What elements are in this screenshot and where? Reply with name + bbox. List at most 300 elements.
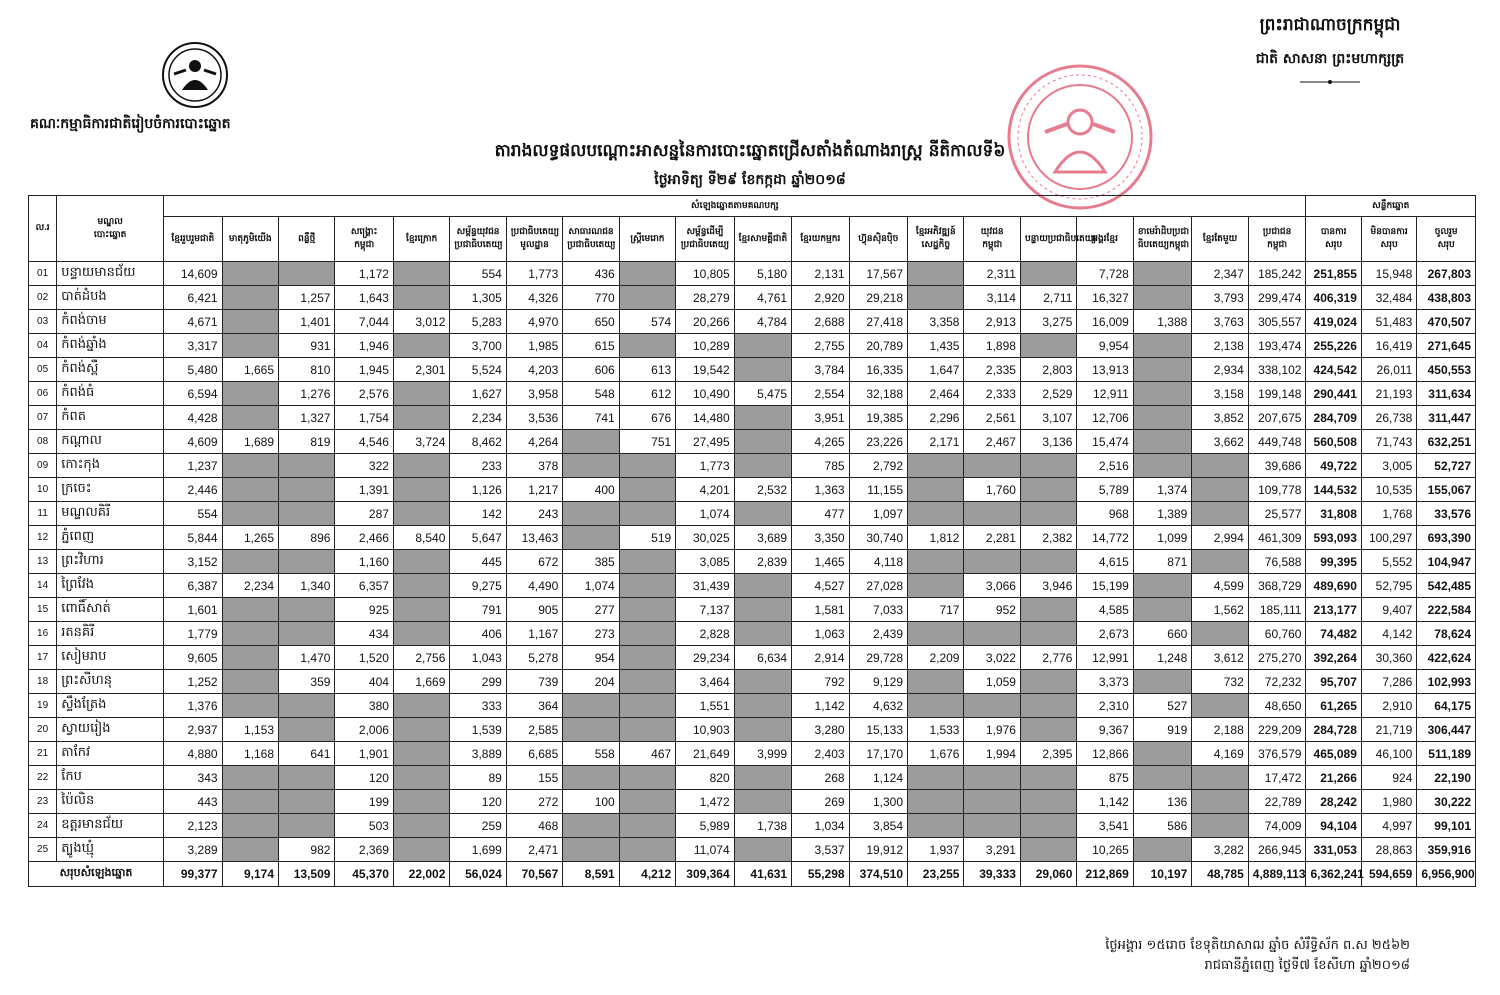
valid-ballots-cell: 290,441: [1306, 382, 1361, 406]
vote-cell: 12,706: [1077, 406, 1133, 430]
vote-cell: 612: [619, 382, 675, 406]
vote-cell: 3,464: [676, 670, 734, 694]
vote-cell: 2,234: [222, 574, 278, 598]
invalid-ballots-cell: 51,483: [1361, 310, 1416, 334]
vote-cell: 2,131: [792, 262, 849, 286]
empty-cell: [1192, 694, 1248, 718]
empty-cell: [734, 766, 791, 790]
empty-cell: [279, 622, 335, 646]
total-ballots-cell: 99,101: [1417, 814, 1476, 838]
empty-cell: [1192, 622, 1248, 646]
vote-cell: 2,123: [164, 814, 222, 838]
vote-cell: 27,028: [849, 574, 907, 598]
invalid-ballots-cell: 924: [1361, 766, 1416, 790]
vote-cell: 660: [1133, 622, 1191, 646]
empty-cell: [734, 694, 791, 718]
invalid-ballots-cell: 28,863: [1361, 838, 1416, 862]
empty-cell: [964, 454, 1020, 478]
empty-cell: [1133, 358, 1191, 382]
vote-cell: 15,474: [1077, 430, 1133, 454]
vote-cell: 17,472: [1248, 766, 1306, 790]
row-number: 10: [29, 478, 57, 502]
total-vote-cell: 55,298: [792, 862, 849, 887]
vote-cell: 1,142: [792, 694, 849, 718]
vote-cell: 2,839: [734, 550, 791, 574]
total-ballots-cell: 311,447: [1417, 406, 1476, 430]
vote-cell: 11,155: [849, 478, 907, 502]
vote-cell: 3,085: [676, 550, 734, 574]
vote-cell: 5,283: [450, 310, 506, 334]
footer-place-date: រាជធានីភ្នំពេញ ថ្ងៃទី៧ ខែសីហា ឆ្នាំ២០១៨: [1204, 958, 1410, 973]
vote-cell: 1,945: [335, 358, 393, 382]
empty-cell: [222, 622, 278, 646]
vote-cell: 4,118: [849, 550, 907, 574]
vote-cell: 89: [450, 766, 506, 790]
empty-cell: [1020, 670, 1076, 694]
vote-cell: 2,369: [335, 838, 393, 862]
vote-cell: 2,756: [393, 646, 449, 670]
table-row: [29, 526, 1476, 550]
empty-cell: [908, 766, 964, 790]
province-name: កណ្ដាល: [57, 430, 164, 454]
vote-cell: 586: [1133, 814, 1191, 838]
party-header-line2: មូលដ្ឋាន: [520, 239, 549, 249]
vote-cell: 1,217: [506, 478, 562, 502]
party-header-line1: សម្ព័ន្ធដើម្បី: [686, 226, 724, 236]
party-header-line2: ធិបតេយ្យកម្ពុជា: [1137, 239, 1190, 249]
empty-cell: [279, 454, 335, 478]
empty-cell: [734, 790, 791, 814]
empty-cell: [1133, 838, 1191, 862]
vote-cell: 10,490: [676, 382, 734, 406]
vote-cell: 39,686: [1248, 454, 1306, 478]
province-name: ភ្នំពេញ: [57, 526, 164, 550]
vote-cell: 741: [563, 406, 619, 430]
vote-cell: 378: [506, 454, 562, 478]
valid-ballots-cell: 144,532: [1306, 478, 1361, 502]
empty-cell: [393, 838, 449, 862]
total-ballots-cell: 222,584: [1417, 598, 1476, 622]
vote-cell: 2,776: [1020, 646, 1076, 670]
empty-cell: [563, 430, 619, 454]
total-vote-cell: 70,567: [506, 862, 562, 887]
empty-cell: [222, 550, 278, 574]
vote-cell: 2,466: [335, 526, 393, 550]
table-row: [29, 790, 1476, 814]
province-name: បាត់ដំបង: [57, 286, 164, 310]
vote-cell: 2,296: [908, 406, 964, 430]
ballot-header-line2: សរុប: [1380, 239, 1398, 249]
empty-cell: [734, 574, 791, 598]
invalid-ballots-cell: 15,948: [1361, 262, 1416, 286]
total-ballots-cell: 438,803: [1417, 286, 1476, 310]
empty-cell: [1020, 766, 1076, 790]
table-row: [29, 454, 1476, 478]
vote-cell: 3,136: [1020, 430, 1076, 454]
empty-cell: [619, 718, 675, 742]
valid-ballots-cell: 284,709: [1306, 406, 1361, 430]
vote-cell: 48,650: [1248, 694, 1306, 718]
vote-cell: 1,265: [222, 526, 278, 550]
empty-cell: [734, 406, 791, 430]
vote-cell: 519: [619, 526, 675, 550]
table-row: [29, 334, 1476, 358]
row-number: 13: [29, 550, 57, 574]
table-row: [29, 358, 1476, 382]
vote-cell: 2,994: [1192, 526, 1248, 550]
vote-cell: 6,421: [164, 286, 222, 310]
total-ballots-cell: 267,803: [1417, 262, 1476, 286]
party-header: [279, 217, 335, 262]
empty-cell: [222, 766, 278, 790]
vote-cell: 3,289: [164, 838, 222, 862]
vote-cell: 6,387: [164, 574, 222, 598]
vote-cell: 1,374: [1133, 478, 1191, 502]
col-province-line1: មណ្ឌល: [97, 215, 123, 226]
vote-cell: 1,059: [964, 670, 1020, 694]
vote-cell: 10,265: [1077, 838, 1133, 862]
vote-cell: 1,676: [908, 742, 964, 766]
vote-cell: 2,688: [792, 310, 849, 334]
empty-cell: [1020, 838, 1076, 862]
vote-cell: 2,516: [1077, 454, 1133, 478]
vote-cell: 16,009: [1077, 310, 1133, 334]
invalid-ballots-cell: 46,100: [1361, 742, 1416, 766]
vote-cell: 338,102: [1248, 358, 1306, 382]
vote-cell: 1,099: [1133, 526, 1191, 550]
vote-cell: 2,467: [964, 430, 1020, 454]
table-row: [29, 646, 1476, 670]
empty-cell: [393, 814, 449, 838]
ballot-header-line2: សរុប: [1325, 239, 1343, 249]
vote-cell: 1,689: [222, 430, 278, 454]
empty-cell: [619, 262, 675, 286]
vote-cell: 1,257: [279, 286, 335, 310]
empty-cell: [279, 598, 335, 622]
vote-cell: 4,615: [1077, 550, 1133, 574]
empty-cell: [563, 526, 619, 550]
row-number: 18: [29, 670, 57, 694]
table-row: [29, 742, 1476, 766]
table-row: [29, 262, 1476, 286]
vote-cell: 1,562: [1192, 598, 1248, 622]
vote-cell: 2,803: [1020, 358, 1076, 382]
empty-cell: [619, 838, 675, 862]
document-date: ថ្ងៃអាទិត្យ ទី២៩ ខែកក្កដា ឆ្នាំ២០១៨: [654, 172, 846, 188]
vote-cell: 739: [506, 670, 562, 694]
vote-cell: 28,279: [676, 286, 734, 310]
vote-cell: 641: [279, 742, 335, 766]
empty-cell: [908, 694, 964, 718]
empty-cell: [393, 742, 449, 766]
vote-cell: 3,291: [964, 838, 1020, 862]
party-header: [1248, 217, 1306, 262]
table-row: [29, 574, 1476, 598]
organization-name: គណៈកម្មាធិការជាតិរៀបចំការបោះឆ្នោត: [30, 116, 231, 132]
party-header: [734, 217, 791, 262]
vote-cell: 3,541: [1077, 814, 1133, 838]
invalid-ballots-cell: 4,142: [1361, 622, 1416, 646]
vote-cell: 436: [563, 262, 619, 286]
total-vote-cell: 4,212: [619, 862, 675, 887]
vote-cell: 305,557: [1248, 310, 1306, 334]
vote-cell: 2,188: [1192, 718, 1248, 742]
vote-cell: 434: [335, 622, 393, 646]
vote-cell: 6,594: [164, 382, 222, 406]
vote-cell: 1,754: [335, 406, 393, 430]
vote-cell: 785: [792, 454, 849, 478]
vote-cell: 16,327: [1077, 286, 1133, 310]
vote-cell: 359: [279, 670, 335, 694]
vote-cell: 2,347: [1192, 262, 1248, 286]
empty-cell: [964, 502, 1020, 526]
empty-cell: [393, 718, 449, 742]
vote-cell: 3,784: [792, 358, 849, 382]
empty-cell: [1133, 286, 1191, 310]
vote-cell: 2,585: [506, 718, 562, 742]
empty-cell: [393, 574, 449, 598]
total-vote-cell: 4,889,113: [1248, 862, 1306, 887]
official-seal-icon: [1005, 62, 1155, 212]
vote-cell: 76,588: [1248, 550, 1306, 574]
empty-cell: [734, 334, 791, 358]
empty-cell: [393, 286, 449, 310]
row-number: 19: [29, 694, 57, 718]
empty-cell: [279, 814, 335, 838]
party-header-line1: ខ្មែរយកម្មករ: [800, 232, 841, 243]
empty-cell: [393, 598, 449, 622]
total-ballots-cell: 422,624: [1417, 646, 1476, 670]
invalid-ballots-cell: 21,193: [1361, 382, 1416, 406]
province-name: កែប: [57, 766, 164, 790]
letterhead-right: [1200, 14, 1460, 89]
vote-cell: 14,609: [164, 262, 222, 286]
vote-cell: 1,901: [335, 742, 393, 766]
empty-cell: [222, 790, 278, 814]
empty-cell: [222, 478, 278, 502]
vote-cell: 1,520: [335, 646, 393, 670]
empty-cell: [393, 406, 449, 430]
total-valid-cell: 6,362,241: [1306, 862, 1361, 887]
vote-cell: 1,601: [164, 598, 222, 622]
vote-cell: 14,480: [676, 406, 734, 430]
vote-cell: 233: [450, 454, 506, 478]
vote-cell: 2,395: [1020, 742, 1076, 766]
vote-cell: 820: [676, 766, 734, 790]
row-number: 24: [29, 814, 57, 838]
party-header-line1: ខាមេរ៉ាដិបប្រជា: [1137, 226, 1190, 236]
empty-cell: [1020, 814, 1076, 838]
vote-cell: 2,209: [908, 646, 964, 670]
vote-cell: 2,171: [908, 430, 964, 454]
empty-cell: [393, 382, 449, 406]
vote-cell: 6,357: [335, 574, 393, 598]
invalid-ballots-cell: 32,484: [1361, 286, 1416, 310]
empty-cell: [964, 766, 1020, 790]
province-name: ពោធិ៍សាត់: [57, 598, 164, 622]
province-name: ប៉ៃលិន: [57, 790, 164, 814]
row-number: 05: [29, 358, 57, 382]
party-header: [164, 217, 222, 262]
empty-cell: [1192, 550, 1248, 574]
table-row: [29, 550, 1476, 574]
vote-cell: 477: [792, 502, 849, 526]
empty-cell: [619, 598, 675, 622]
table-row: [29, 622, 1476, 646]
party-header-line2: ប្រជាធិបតេយ្យ: [567, 239, 616, 249]
empty-cell: [908, 478, 964, 502]
vote-cell: 3,012: [393, 310, 449, 334]
total-vote-cell: 48,785: [1192, 862, 1248, 887]
invalid-ballots-cell: 4,997: [1361, 814, 1416, 838]
vote-cell: 368,729: [1248, 574, 1306, 598]
party-header-line1: ប្រជាជន: [1262, 226, 1292, 236]
empty-cell: [908, 622, 964, 646]
invalid-ballots-cell: 7,286: [1361, 670, 1416, 694]
vote-cell: 4,264: [506, 430, 562, 454]
party-header: [908, 217, 964, 262]
vote-cell: 22,789: [1248, 790, 1306, 814]
table-row: [29, 406, 1476, 430]
party-header-line1: ខ្មែរអភិវឌ្ឍន៍: [915, 226, 956, 236]
empty-cell: [1192, 814, 1248, 838]
empty-cell: [393, 550, 449, 574]
province-name: ត្បូងឃ្មុំ: [57, 838, 164, 862]
vote-cell: 3,612: [1192, 646, 1248, 670]
row-number: 21: [29, 742, 57, 766]
total-vote-cell: 374,510: [849, 862, 907, 887]
ballot-header: [1417, 217, 1476, 262]
empty-cell: [1133, 406, 1191, 430]
valid-ballots-cell: 213,177: [1306, 598, 1361, 622]
empty-cell: [734, 454, 791, 478]
party-header: [619, 217, 675, 262]
vote-cell: 1,391: [335, 478, 393, 502]
empty-cell: [563, 454, 619, 478]
empty-cell: [1020, 790, 1076, 814]
vote-cell: 1,388: [1133, 310, 1191, 334]
empty-cell: [619, 574, 675, 598]
party-header-line1: ខ្មែររួបរួមជាតិ: [171, 232, 215, 243]
empty-cell: [1133, 670, 1191, 694]
total-ballots-cell: 542,485: [1417, 574, 1476, 598]
party-header-line2: កម្ពុជា: [354, 239, 375, 249]
vote-cell: 1,153: [222, 718, 278, 742]
vote-cell: 1,539: [450, 718, 506, 742]
vote-cell: 1,168: [222, 742, 278, 766]
empty-cell: [1192, 454, 1248, 478]
party-header-line1: សាធារណជន: [568, 226, 614, 236]
party-header-line1: បន្ទាយប្រជាធិបតេយ្យ: [1024, 232, 1096, 243]
total-vote-cell: 13,509: [279, 862, 335, 887]
vote-cell: 1,760: [964, 478, 1020, 502]
valid-ballots-cell: 74,482: [1306, 622, 1361, 646]
vote-cell: 1,435: [908, 334, 964, 358]
invalid-ballots-cell: 26,738: [1361, 406, 1416, 430]
empty-cell: [908, 574, 964, 598]
row-number: 15: [29, 598, 57, 622]
vote-cell: 2,792: [849, 454, 907, 478]
empty-cell: [619, 478, 675, 502]
vote-cell: 4,527: [792, 574, 849, 598]
empty-cell: [222, 334, 278, 358]
vote-cell: 5,989: [676, 814, 734, 838]
vote-cell: 5,475: [734, 382, 791, 406]
vote-cell: 10,289: [676, 334, 734, 358]
vote-cell: 400: [563, 478, 619, 502]
invalid-ballots-cell: 5,552: [1361, 550, 1416, 574]
empty-cell: [734, 358, 791, 382]
vote-cell: 4,546: [335, 430, 393, 454]
party-header-line1: ខ្មែរសាមគ្គីជាតិ: [738, 232, 788, 243]
vote-cell: 5,278: [506, 646, 562, 670]
valid-ballots-cell: 424,542: [1306, 358, 1361, 382]
row-number: 22: [29, 766, 57, 790]
vote-cell: 30,025: [676, 526, 734, 550]
vote-cell: 3,536: [506, 406, 562, 430]
vote-cell: 1,074: [563, 574, 619, 598]
vote-cell: 1,465: [792, 550, 849, 574]
empty-cell: [222, 262, 278, 286]
vote-cell: 919: [1133, 718, 1191, 742]
vote-cell: 1,898: [964, 334, 1020, 358]
province-name: មណ្ឌលគិរី: [57, 502, 164, 526]
party-header-line2: ប្រជាធិបតេយ្យ: [680, 239, 730, 249]
vote-cell: 2,711: [1020, 286, 1076, 310]
vote-cell: 554: [164, 502, 222, 526]
province-name: ក្រចេះ: [57, 478, 164, 502]
vote-cell: 554: [450, 262, 506, 286]
empty-cell: [1020, 334, 1076, 358]
valid-ballots-cell: 94,104: [1306, 814, 1361, 838]
row-number: 17: [29, 646, 57, 670]
vote-cell: 2,913: [964, 310, 1020, 334]
table-row: [29, 718, 1476, 742]
party-header: [1133, 217, 1191, 262]
valid-ballots-cell: 95,707: [1306, 670, 1361, 694]
vote-cell: 1,581: [792, 598, 849, 622]
vote-cell: 4,203: [506, 358, 562, 382]
valid-ballots-cell: 21,266: [1306, 766, 1361, 790]
empty-cell: [1192, 502, 1248, 526]
vote-cell: 467: [619, 742, 675, 766]
vote-cell: 5,524: [450, 358, 506, 382]
vote-cell: 3,999: [734, 742, 791, 766]
valid-ballots-cell: 28,242: [1306, 790, 1361, 814]
vote-cell: 30,740: [849, 526, 907, 550]
vote-cell: 1,097: [849, 502, 907, 526]
table-row: [29, 286, 1476, 310]
total-ballots-cell: 52,727: [1417, 454, 1476, 478]
group-parties-header: សំឡេងឆ្នោតតាមគណបក្ស: [164, 196, 1306, 217]
vote-cell: 2,301: [393, 358, 449, 382]
table-row: [29, 430, 1476, 454]
vote-cell: 1,647: [908, 358, 964, 382]
empty-cell: [563, 718, 619, 742]
total-row: [29, 862, 1476, 887]
vote-cell: 445: [450, 550, 506, 574]
vote-cell: 1,340: [279, 574, 335, 598]
empty-cell: [393, 622, 449, 646]
party-header: [506, 217, 562, 262]
empty-cell: [1133, 766, 1191, 790]
vote-cell: 1,376: [164, 694, 222, 718]
empty-cell: [734, 718, 791, 742]
province-name: ព្រៃវែង: [57, 574, 164, 598]
empty-cell: [222, 406, 278, 430]
vote-cell: 558: [563, 742, 619, 766]
row-number: 03: [29, 310, 57, 334]
